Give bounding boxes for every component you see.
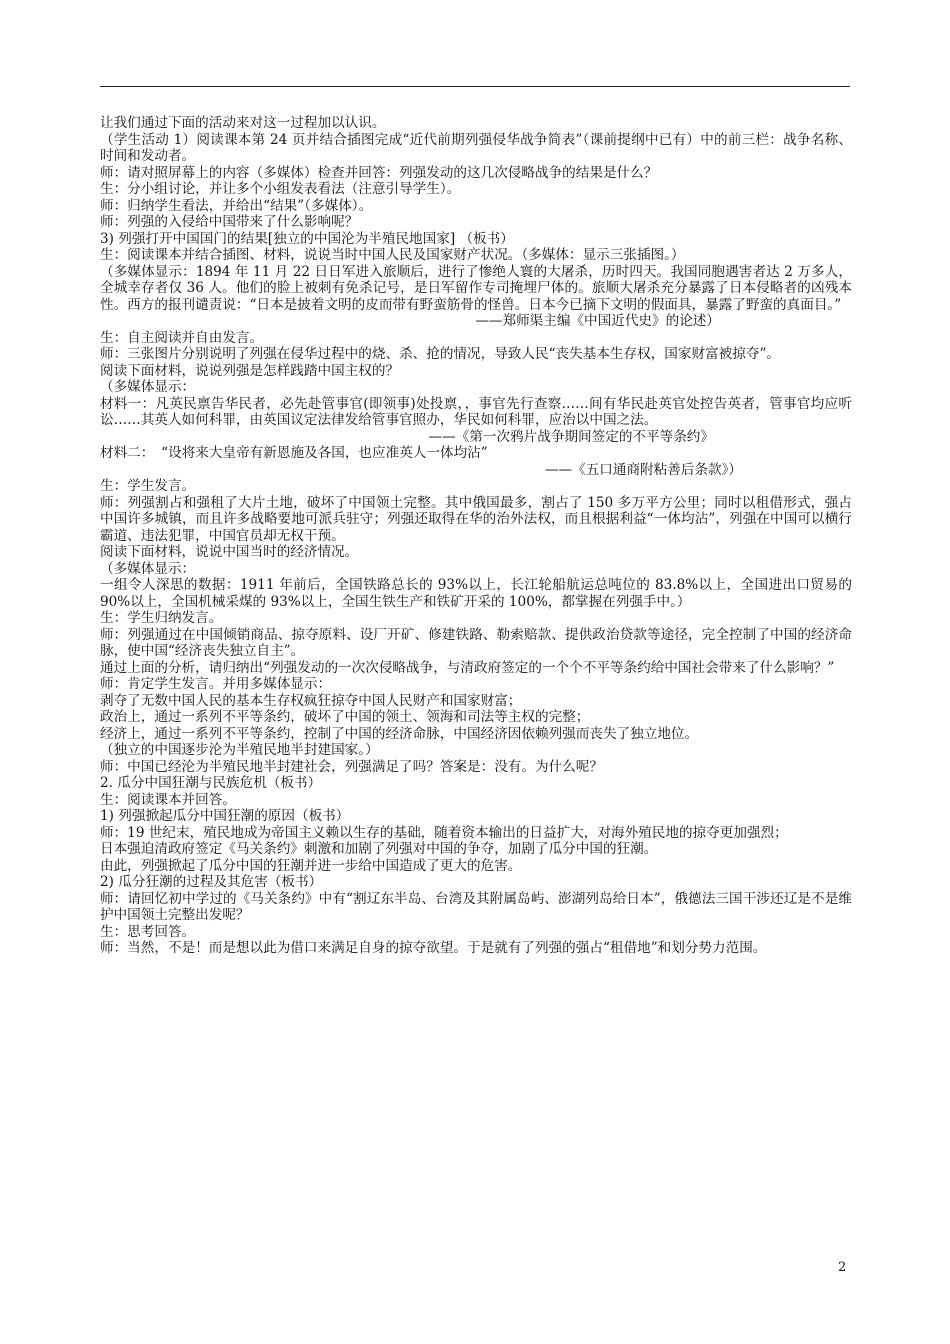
text-line: （多媒体显示：1894 年 11 月 22 日日军进入旅顺后，进行了惨绝人寰的大屠杀，历时四天。我国同胞遇害者达 2 万多人，全城幸存者仅 36 人。他们的脸上被刺有免杀记号，是日军留作专司掩埋尸体的。旅顺大屠杀充分暴露了日本侵略者的凶残本性。西方的报刊谴责说：“日本是披着文明的皮而带有野蛮筋骨的怪兽。日本今已摘下文明的假面具，暴露了野蛮的真面目。” (100, 263, 852, 313)
source-citation: ——郑师渠主编《中国近代史》的论述） (475, 313, 720, 329)
text-line: 生：学生发言。 (100, 478, 196, 494)
text-line: 生：分小组讨论，并让多个小组发表看法（注意引导学生）。 (100, 181, 461, 197)
text-line: 师：三张图片分别说明了列强在侵华过程中的烧、杀、抢的情况，导致人民“丧失基本生存权，国家财富被掠夺”。 (100, 346, 780, 362)
text-line: 师：列强割占和强租了大片土地，破坏了中国领土完整。其中俄国最多，割占了 150 多万平方公里；同时以租借形式，强占中国许多城镇，而且许多战略要地可派兵驻守；列强还取得在华的治外法权，而且根据利益“一体均沾”，列强在中国可以横行霸道、违法犯罪，中国官员却无权干预。 (100, 494, 852, 544)
page-number: 2 (838, 1260, 847, 1275)
text-line: 剥夺了无数中国人民的基本生存权疯狂掠夺中国人民财产和国家财富； (100, 692, 522, 709)
text-line: 3) 列强打开中国国门的结果[独立的中国沦为半殖民地国家] （板书） (100, 230, 514, 247)
text-line: 师：肯定学生发言。并用多媒体显示： (100, 676, 332, 692)
text-line: 通过上面的分析，请归纳出“列强发动的一次次侵略战争，与清政府签定的一个个不平等条约给中国社会带来了什么影响？” (100, 659, 835, 676)
text-line: 阅读下面材料，说说列强是怎样践踏中国主权的？ (100, 362, 400, 379)
text-line: （多媒体显示： (100, 379, 196, 395)
text-line: 生：学生归纳发言。 (100, 610, 223, 626)
text-line: 生：思考回答。 (100, 923, 196, 940)
text-line: 生：阅读课本并回答。 (100, 791, 236, 808)
text-line: 生：自主阅读并自由发言。 (100, 329, 264, 346)
text-line: 师：列强通过在中国倾销商品、掠夺原料、设厂开矿、修建铁路、勒索赔款、提供政治贷款等途径，完全控制了中国的经济命脉，使中国“经济丧失独立自主”。 (100, 626, 852, 659)
text-line: 让我们通过下面的活动来对这一过程加以认识。 (100, 115, 386, 131)
subsection-heading: 2) 瓜分狂潮的过程及其危害（板书） (100, 874, 323, 890)
text-line: 生：阅读课本并结合插图、材料，说说当时中国人民及国家财产状况。（多媒体：显示三张插图。） (100, 247, 685, 263)
text-line: 阅读下面材料，说说中国当时的经济情况。 (100, 544, 359, 560)
text-line: 师：中国已经沦为半殖民地半封建社会，列强满足了吗？答案是：没有。为什么呢？ (100, 758, 603, 775)
text-line: 一组令人深思的数据：1911 年前后，全国铁路总长的 93%以上，长江轮船航运总吨位的 83.8%以上，全国进出口贸易的 90%以上，全国机械采煤的 93%以上，全国生铁生产和铁矿开采的 100%，都掌握在列强手中。） (100, 577, 852, 610)
text-line: 师：归纳学生看法，并给出“结果”（多媒体）。 (100, 197, 373, 214)
text-line: 师：当然，不是！而是想以此为借口来满足自身的掠夺欲望。于是就有了列强的强占“租借地”和划分势力范围。 (100, 940, 767, 956)
text-line: 师：19 世纪末，殖民地成为帝国主义赖以生存的基础，随着资本输出的日益扩大，对海外殖民地的掠夺更加强烈； (100, 824, 788, 841)
text-line: 政治上，通过一系列不平等条约，破坏了中国的领土、领海和司法等主权的完整； (100, 709, 590, 725)
section-heading: 2. 瓜分中国狂潮与民族危机（板书） (100, 775, 322, 791)
text-line: （学生活动 1）阅读课本第 24 页并结合插图完成“近代前期列强侵华战争简表”（课前提纲中已有）中的前三栏：战争名称、时间和发动者。 (100, 131, 852, 164)
source-citation: ——《第一次鸦片战争期间签定的不平等条约》 (428, 428, 714, 445)
text-line: 由此，列强掀起了瓜分中国的狂潮并进一步给中国造成了更大的危害。 (100, 857, 522, 874)
source-citation: ——《五口通商附粘善后条款》） (544, 461, 742, 478)
text-line: （独立的中国逐步沦为半殖民地半封建国家。） (100, 742, 379, 758)
text-line: 材料二： “设将来大皇帝有新恩施及各国，也应准英人一体均沾” (100, 445, 488, 461)
text-line: 师：请对照屏幕上的内容（多媒体）检查并回答：列强发动的这几次侵略战争的结果是什么？ (100, 164, 658, 181)
text-line: 日本强迫清政府签定《马关条约》刺激和加剧了列强对中国的争夺，加剧了瓜分中国的狂潮。 (100, 841, 658, 857)
header-rule (100, 86, 850, 87)
text-line: 师：列强的入侵给中国带来了什么影响呢？ (100, 214, 359, 230)
text-line: 师：请回忆初中学过的《马关条约》中有“割辽东半岛、台湾及其附属岛屿、澎湖列岛给日本”，俄德法三国干涉还辽是不是维护中国领土完整出发呢？ (100, 890, 852, 923)
text-line: 经济上，通过一系列不平等条约，控制了中国的经济命脉，中国经济因依赖列强而丧失了独立地位。 (100, 725, 699, 742)
document-body (100, 115, 852, 957)
text-line: （多媒体显示： (100, 560, 196, 577)
text-line: 材料一：凡英民禀告华民者，必先赴管事官(即领事)处投禀，，事官先行查察……间有华民赴英官处控告英者，管事官均应听讼……其英人如何科罪，由英国议定法律发给管事官照办，华民如何科罪，应治以中国之法。 (100, 395, 852, 428)
subsection-heading: 1) 列强掀起瓜分中国狂潮的原因（板书） (100, 808, 350, 824)
